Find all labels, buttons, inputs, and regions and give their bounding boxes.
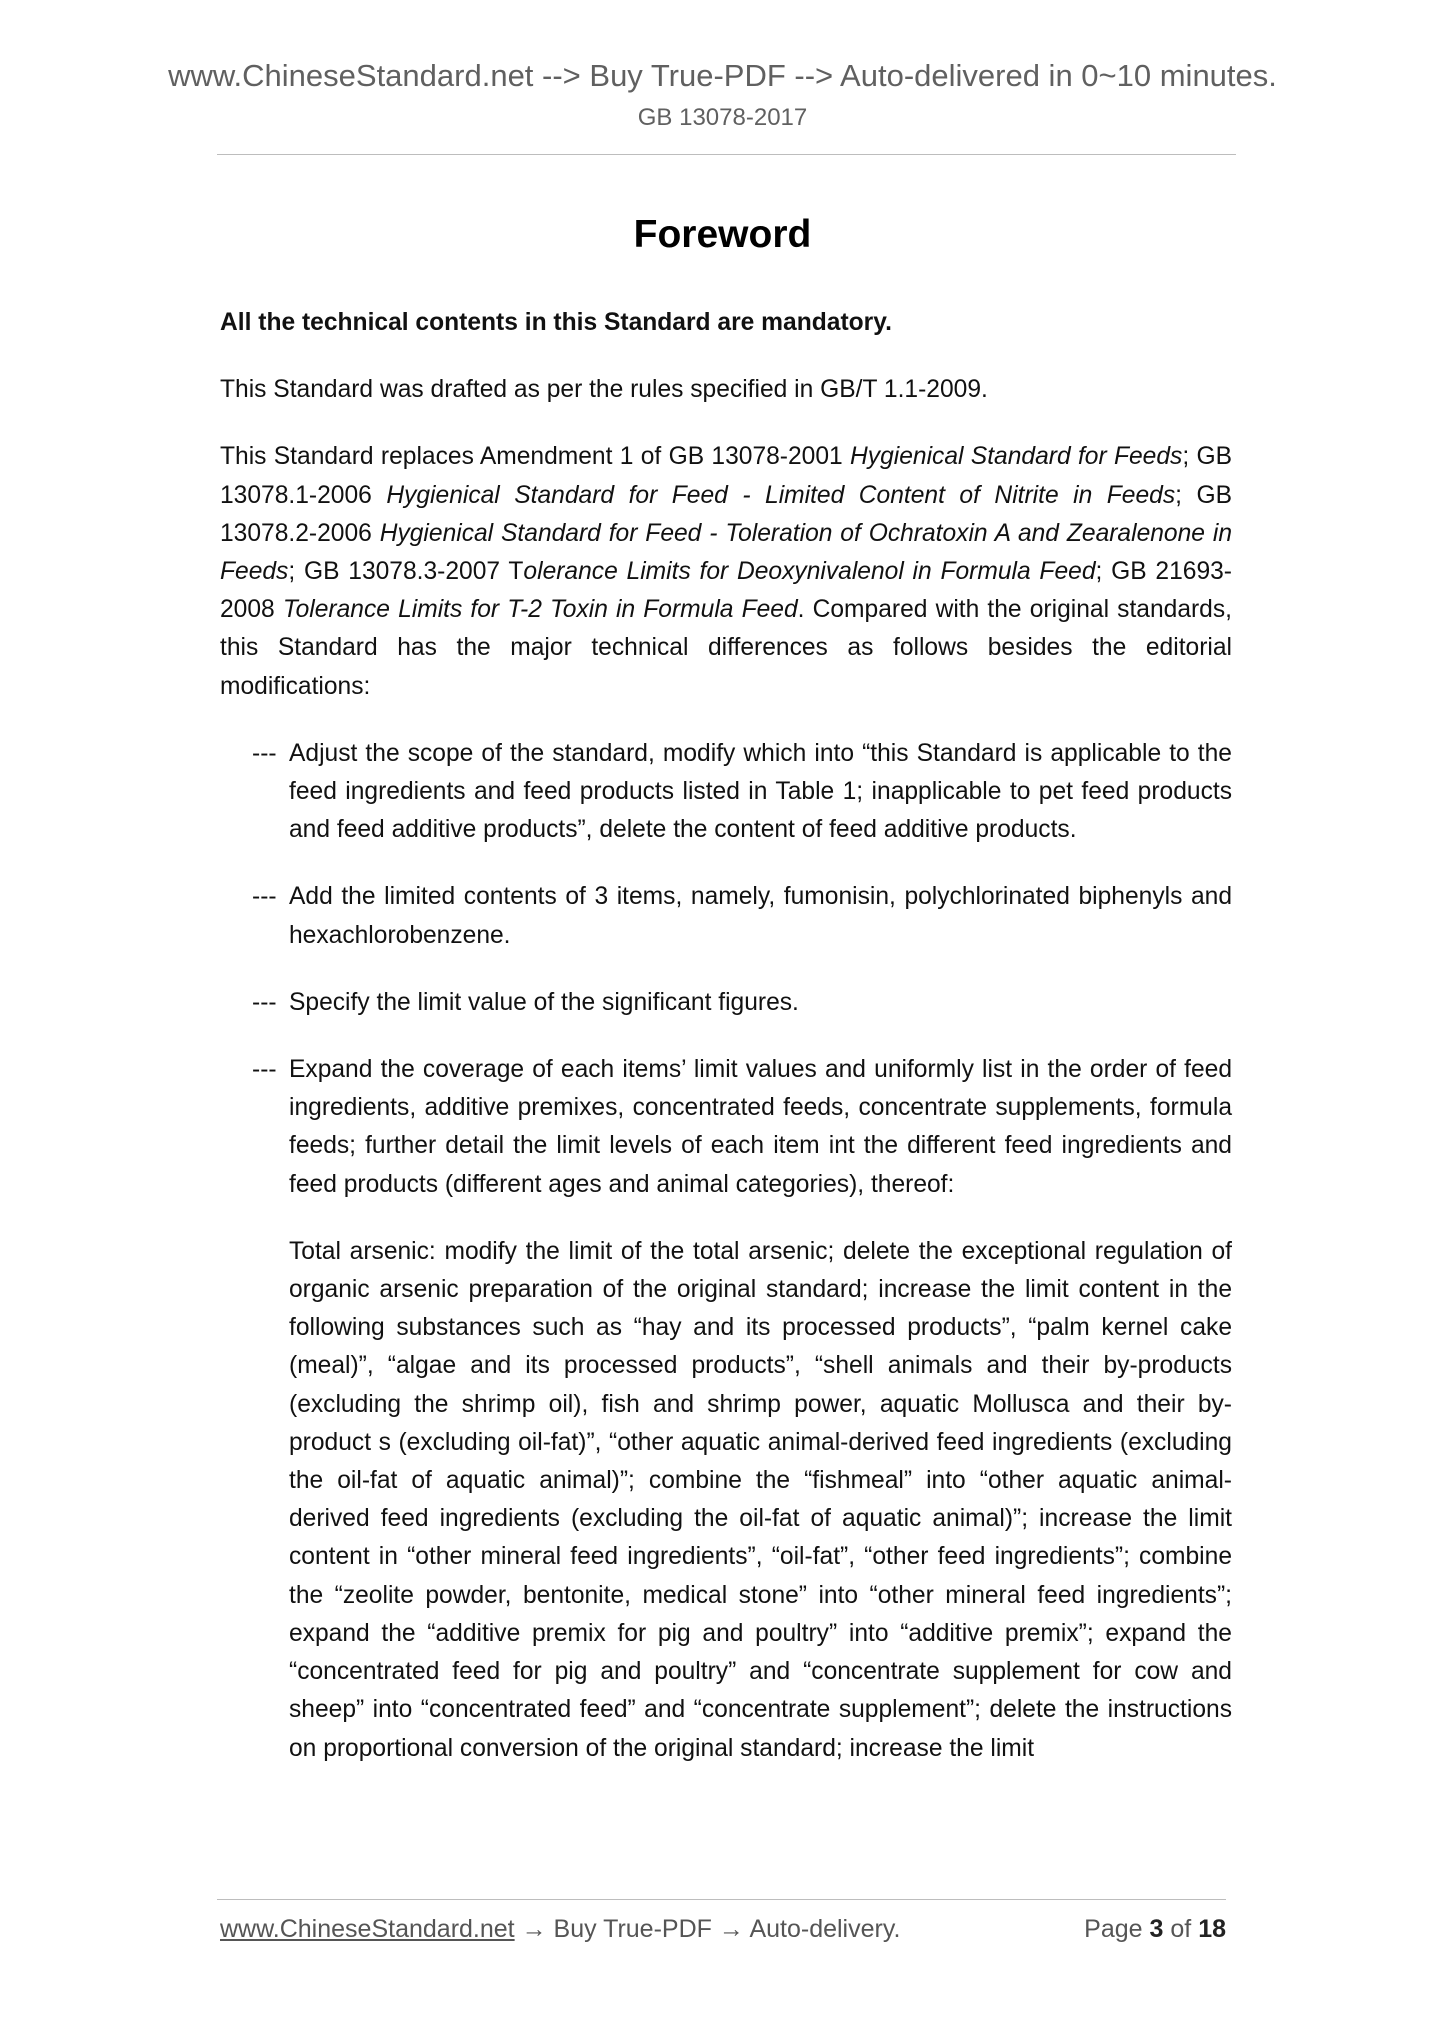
replaces-title-2: Hygienical Standard for Feed - Limited Content of Nitrite in Feeds bbox=[386, 481, 1176, 509]
list-item-text: Adjust the scope of the standard, modify which into “this Standard is applicable to the feed ingredients and feed products listed in Table 1; inapplicable to pet feed products and feed additive products”, delete the content of feed additive products. bbox=[289, 739, 1232, 844]
header-divider bbox=[217, 154, 1236, 155]
footer-site-link[interactable]: www.ChineseStandard.net bbox=[220, 1915, 515, 1943]
replaces-text-4: ; GB 13078.3-2007 T bbox=[288, 558, 524, 586]
replaces-title-3: Hygienical Standard for Feed - Toleration of Ochratoxin A and Zearalenone in Feeds bbox=[220, 519, 1232, 586]
of-label: of bbox=[1170, 1915, 1192, 1943]
list-dash: --- bbox=[252, 1056, 277, 1084]
page-footer bbox=[220, 1915, 1226, 1955]
footer-buy-text: Buy True-PDF bbox=[553, 1915, 712, 1943]
replaces-text-6: . Compared with the original standards, this Standard has the major technical differences as follows besides the editorial modifications: bbox=[220, 596, 1232, 700]
list-dash: --- bbox=[252, 883, 277, 911]
arrow-right-icon: → bbox=[521, 1915, 547, 1943]
footer-links bbox=[220, 1915, 900, 1944]
list-item bbox=[220, 878, 1232, 954]
page-title: Foreword bbox=[633, 213, 812, 256]
replaces-text-1: This Standard replaces Amendment 1 of GB 13078-2001 bbox=[220, 443, 851, 471]
current-page: 3 bbox=[1149, 1915, 1164, 1943]
list-item-text: Specify the limit value of the significant figures. bbox=[289, 988, 799, 1016]
list-dash: --- bbox=[252, 988, 277, 1016]
footer-divider bbox=[217, 1899, 1226, 1900]
list-item-text: Add the limited contents of 3 items, namely, fumonisin, polychlorinated biphenyls and hexachlorobenzene. bbox=[289, 883, 1232, 949]
page-number bbox=[1084, 1915, 1226, 1944]
total-pages: 18 bbox=[1198, 1915, 1226, 1943]
total-arsenic-paragraph: Total arsenic: modify the limit of the total arsenic; delete the exceptional regulation of organic arsenic preparation of the original standard; increase the limit content in the following substances such as “hay and its processed products”, “palm kernel cake (meal)”, “algae and its processed products”, “shell animals and their by-products (excluding the shrimp oil), fish and shrimp power, aquatic Mollusca and their by-product s (excluding oil-fat)”, “other aquatic animal-derived feed ingredients (excluding the oil-fat of aquatic animal)”; combine the “fishmeal” into “other aquatic animal-derived feed ingredients (excluding the oil-fat of aquatic animal)”; increase the limit content in “other mineral feed ingredients”, “oil-fat”, “other feed ingredients”; combine the “zeolite powder, bentonite, medical stone” into “other mineral feed ingredients”; expand the “additive premix for pig and poultry” into “additive premix”; expand the “concentrated feed for pig and poultry” and “concentrate supplement for cow and sheep” into “concentrated feed” and “concentrate supplement”; delete the instructions on proportional conversion of the original standard; increase the limit bbox=[289, 1237, 1232, 1762]
replaces-title-4: olerance Limits for Deoxynivalenol in Formula Feed bbox=[523, 558, 1096, 586]
list-item bbox=[220, 984, 1232, 1022]
page-label: Page bbox=[1084, 1915, 1143, 1943]
replaces-text-3: ; GB 13078.2-2006 bbox=[220, 481, 1233, 547]
drafting-statement: This Standard was drafted as per the rules specified in GB/T 1.1-2009. bbox=[220, 376, 988, 404]
header-doc-id: GB 13078-2017 bbox=[637, 104, 808, 131]
header-banner: www.ChineseStandard.net --> Buy True-PDF --> Auto-delivered in 0~10 minutes. bbox=[168, 58, 1277, 93]
list-item bbox=[220, 1051, 1232, 1204]
replaces-text-5: ; GB 21693-2008 bbox=[220, 558, 1232, 624]
list-dash: --- bbox=[252, 739, 277, 767]
footer-auto-text: Auto-delivery. bbox=[749, 1915, 901, 1943]
list-item-text: Expand the coverage of each items’ limit values and uniformly list in the order of feed ingredients, additive premixes, concentrated feeds, concentrate supplements, formula feeds; further detail the limit levels of each item int the different feed ingredients and feed products (different ages and animal categories), thereof: bbox=[289, 1056, 1232, 1198]
arrow-right-icon: → bbox=[718, 1915, 744, 1943]
replaces-title-1: Hygienical Standard for Feeds bbox=[850, 443, 1183, 471]
replaces-text-2: ; GB 13078.1-2006 bbox=[220, 443, 1232, 509]
mandatory-statement: All the technical contents in this Standard are mandatory. bbox=[220, 309, 892, 336]
document-body bbox=[220, 304, 1232, 1797]
list-item bbox=[220, 735, 1232, 850]
replacement-paragraph bbox=[220, 438, 1232, 705]
replaces-title-5: Tolerance Limits for T-2 Toxin in Formula Feed bbox=[282, 596, 798, 624]
